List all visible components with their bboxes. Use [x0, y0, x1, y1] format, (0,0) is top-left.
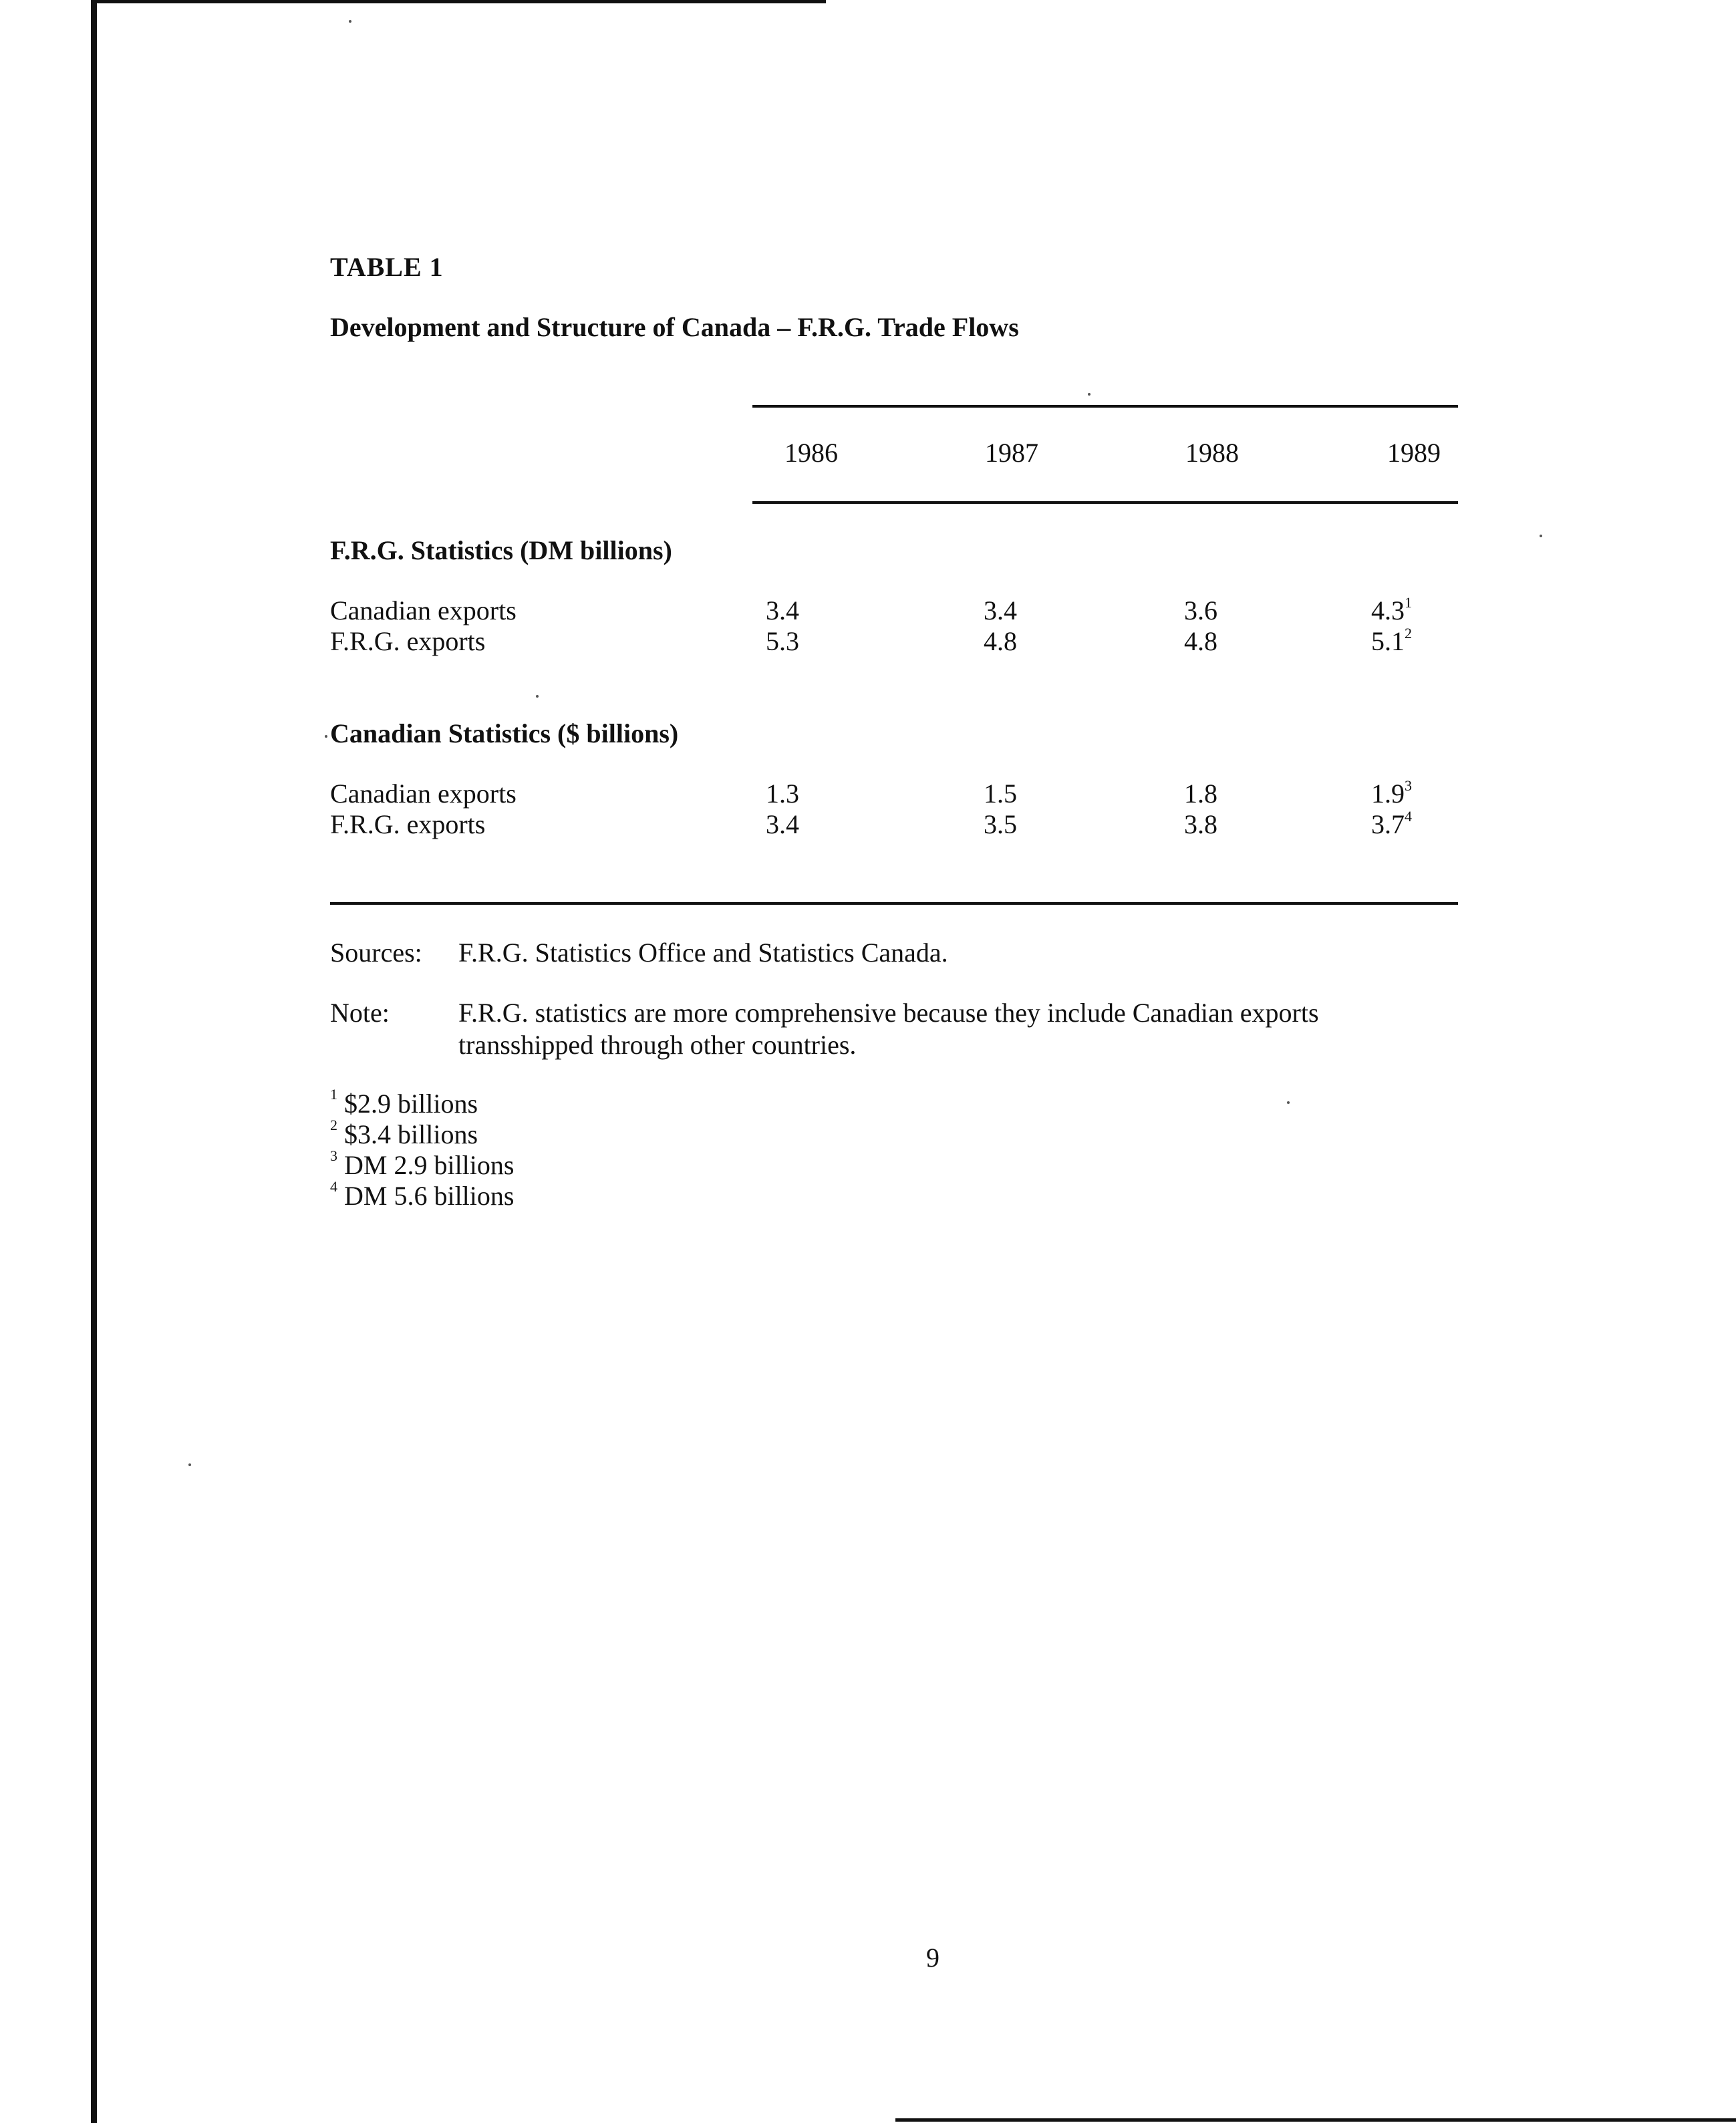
page-number: 9	[926, 1943, 939, 1973]
table-cell: 3.4	[766, 809, 799, 839]
row-label-canadian-exports: Canadian exports	[330, 779, 517, 809]
footnote-marker: 2	[1405, 624, 1412, 642]
table-cell: 1.5	[984, 779, 1017, 809]
cell-value: 5.1	[1371, 626, 1405, 656]
footnote-mark: 1	[330, 1085, 337, 1103]
table-cell: 3.5	[984, 809, 1017, 839]
table-cell-with-footnote	[1371, 809, 1478, 840]
cell-value: 1.9	[1371, 779, 1405, 809]
footnote-marker: 3	[1405, 776, 1412, 794]
table-bottom-rule	[330, 902, 1458, 905]
column-header-1987: 1987	[985, 438, 1038, 468]
table-cell: 3.8	[1184, 809, 1217, 839]
column-header-1989: 1989	[1387, 438, 1441, 468]
scan-border-left	[91, 0, 97, 2123]
footnote-text: DM 2.9 billions	[344, 1150, 515, 1180]
table-cell: 4.8	[1184, 626, 1217, 656]
row-label-frg-exports: F.R.G. exports	[330, 626, 486, 656]
scan-speck	[1540, 535, 1542, 537]
footnote-mark: 3	[330, 1147, 337, 1164]
scan-speck	[188, 1463, 191, 1466]
footnote-text: $3.4 billions	[344, 1119, 478, 1149]
note-line: F.R.G. statistics are more comprehensive because they include Canadian exports	[458, 998, 1319, 1028]
scan-speck	[349, 20, 351, 23]
table-cell-with-footnote	[1371, 625, 1478, 657]
section-heading-canadian-statistics: Canadian Statistics ($ billions)	[330, 718, 679, 748]
footnote-item	[330, 1149, 514, 1181]
sources-text: F.R.G. Statistics Office and Statistics Canada.	[458, 938, 948, 968]
footnote-item	[330, 1116, 478, 1150]
footnote-item	[330, 1085, 478, 1119]
row-label-canadian-exports: Canadian exports	[330, 595, 517, 625]
footnote-mark: 4	[330, 1177, 337, 1195]
header-rule	[752, 501, 1458, 504]
footnote-text: $2.9 billions	[344, 1089, 478, 1119]
footnote-marker: 1	[1405, 593, 1412, 611]
column-header-1988: 1988	[1185, 438, 1239, 468]
table-cell: 3.4	[766, 595, 799, 625]
footnote-marker: 4	[1405, 807, 1412, 825]
note-key: Note:	[330, 998, 390, 1028]
footnote-mark: 2	[330, 1116, 337, 1133]
scan-speck	[1088, 393, 1091, 396]
column-header-1986: 1986	[784, 438, 838, 468]
scan-speck	[536, 695, 539, 698]
sources-key: Sources:	[330, 938, 422, 968]
footnote-item	[330, 1177, 515, 1212]
table-cell: 4.8	[984, 626, 1017, 656]
cell-value: 3.7	[1371, 809, 1405, 839]
scan-speck	[1287, 1101, 1290, 1104]
table-cell-with-footnote	[1371, 595, 1478, 626]
table-cell-with-footnote	[1371, 778, 1478, 809]
note-line: transshipped through other countries.	[458, 1030, 857, 1060]
table-cell: 5.3	[766, 626, 799, 656]
table-top-rule	[752, 405, 1458, 408]
cell-value: 4.3	[1371, 595, 1405, 625]
table-cell: 1.8	[1184, 779, 1217, 809]
table-title: Development and Structure of Canada – F.R.G. Trade Flows	[330, 312, 1019, 342]
scan-border-bottom	[895, 2118, 1736, 2122]
table-cell: 3.4	[984, 595, 1017, 625]
footnote-text: DM 5.6 billions	[344, 1181, 515, 1211]
table-label: TABLE 1	[330, 252, 444, 282]
table-cell: 3.6	[1184, 595, 1217, 625]
row-label-frg-exports: F.R.G. exports	[330, 809, 486, 839]
section-heading-frg-statistics: F.R.G. Statistics (DM billions)	[330, 535, 672, 565]
scan-border-top	[91, 0, 826, 3]
scan-speck	[325, 735, 327, 738]
table-cell: 1.3	[766, 779, 799, 809]
note-text	[458, 997, 1461, 1061]
